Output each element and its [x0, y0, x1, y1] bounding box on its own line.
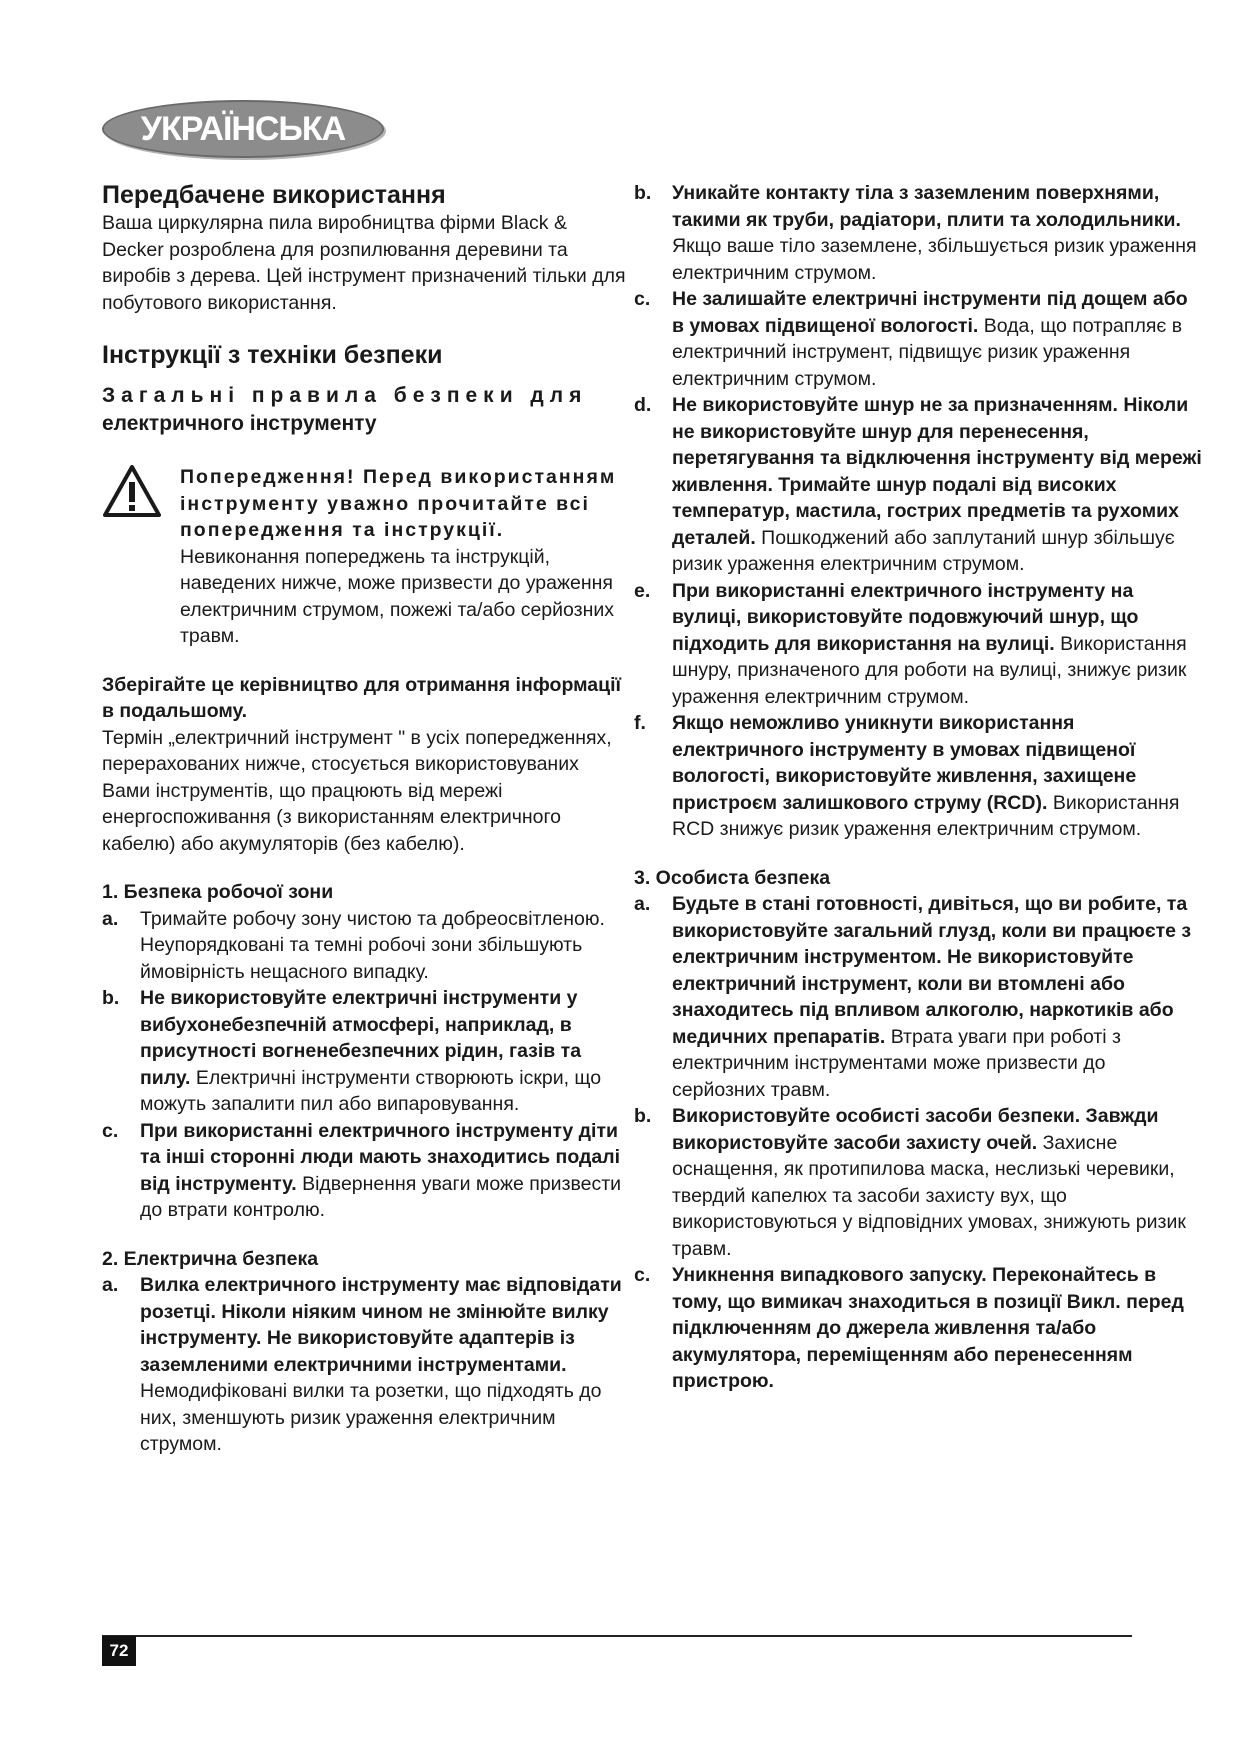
section1-item-b: b. Не використовуйте електричні інструменти у вибухонебезпечній атмосфері, наприклад, в присутності вогненебезпечних рідин, газів та пилу. Електричні інструменти створюють іскри, що можуть запалити пил або випаровування.	[102, 987, 602, 1115]
page-number: 72	[102, 1636, 136, 1666]
language-badge: УКРАЇНСЬКА	[102, 100, 384, 158]
section2-item-f: f. Якщо неможливо уникнути використання електричного інструменту в умовах підвищеної вологості, використовуйте живлення, захищене пристроєм залишкового струму (RCD). Використання RCD знижує ризик ураження електричним струмом.	[634, 712, 1180, 840]
warning-bold: Попередження! Перед використанням інструменту уважно прочитайте всі попередження та інструкції.	[180, 466, 617, 541]
section2-title: 2. Електрична безпека	[102, 1247, 319, 1270]
safety-title: Інструкції з техніки безпеки	[102, 341, 443, 369]
intended-use-text: Ваша циркулярна пила виробництва фірми Black & Decker розроблена для розпилювання деревини та виробів з дерева. Цей інструмент призначений тільки для побутового використання.	[102, 212, 626, 314]
section3-item-b: b. Використовуйте особисті засоби безпеки. Завжди використовуйте засоби захисту очей. Захисне оснащення, як протипилова маска, неслизькі черевики, твердий капелюх та засоби захисту вух, що використовуються у відповідних умовах, знижують ризик травм.	[634, 1105, 1186, 1260]
section2-item-e: e. При використанні електричного інструменту на вулиці, використовуйте подовжуючий шнур, що підходить для використання на вулиці. Використання шнуру, призначеного для роботи на вулиці, знижує ризик ураження електричним струмом.	[634, 579, 1187, 708]
warning-block	[102, 464, 632, 650]
warning-text: Невиконання попереджень та інструкцій, наведених нижче, може призвести до ураження електричним струмом, пожежі та/або серйозних травм.	[180, 545, 615, 647]
keep-manual-bold: Зберігайте це керівництво для отримання інформації в подальшому.	[102, 673, 622, 722]
right-column	[634, 180, 1204, 1395]
safety-subtitle-2: електричного інструменту	[102, 412, 377, 435]
section3-item-c: c. Уникнення випадкового запуску. Переконайтесь в тому, що вимикач знаходиться в позиції Викл. перед підключенням до джерела живлення та/або акумулятора, переміщенням або перенесенням пристрою.	[634, 1264, 1184, 1392]
section1-title: 1. Безпека робочої зони	[102, 881, 334, 903]
left-column	[102, 180, 632, 1458]
section2-item-d: d. Не використовуйте шнур не за призначенням. Ніколи не використовуйте шнур для перенесення, перетягування та відключення інструменту від мережі живлення. Тримайте шнур подалі від високих температур, мастила, гострих предметів та рухомих деталей. Пошкоджений або заплутаний шнур збільшує ризик ураження електричним струмом.	[634, 394, 1202, 575]
section2-item-c: c. Не залишайте електричні інструменти під дощем або в умовах підвищеної вологості. Вода, що потрапляє в електричний інструмент, підвищує ризик ураження електричним струмом.	[634, 288, 1188, 390]
section2-item-a: a. Вилка електричного інструменту має відповідати розетці. Ніколи ніяким чином не змінюйте вилку інструменту. Не використовуйте адаптерів із заземленими електричними інструментами. Немодифіковані вилки та розетки, що підходять до них, зменшують ризик ураження електричним струмом.	[102, 1274, 622, 1455]
section1-item-c: c. При використанні електричного інструменту діти та інші сторонні люди мають знаходитись подалі від інструменту. Відвернення уваги може призвести до втрати контролю.	[102, 1119, 622, 1221]
section1-item-a: a. Тримайте робочу зону чистою та добреосвітленою. Неупорядковані та темні робочі зони збільшують ймовірність нещасного випадку.	[102, 907, 605, 983]
keep-manual-text: Термін „електричний інструмент " в усіх попередженнях, перерахованих нижче, стосується використовуваних Вами інструментів, що працюють від мережі енергоспоживання (з використанням електричного кабелю) або акумуляторів (без кабелю).	[102, 726, 612, 855]
safety-subtitle-1: Загальні правила безпеки для	[102, 384, 588, 407]
warning-triangle-icon	[102, 464, 162, 518]
section2-item-b: b. Уникайте контакту тіла з заземленим поверхнями, такими як труби, радіатори, плити та холодильники. Якщо ваше тіло заземлене, збільшується ризик ураження електричним струмом.	[634, 182, 1197, 284]
intended-use-title: Передбачене використання	[102, 181, 446, 209]
footer-divider	[102, 1635, 1132, 1637]
section3-title: 3. Особиста безпека	[634, 866, 831, 889]
section3-item-a: a. Будьте в стані готовності, дивіться, що ви робите, та використовуйте загальний глузд, коли ви працюєте з електричним інструментом. Не використовуйте електричний інструмент, коли ви втомлені або знаходитесь під впливом алкоголю, наркотиків або медичних препаратів. Втрата уваги при роботі з електричним інструментами може призвести до серйозних травм.	[634, 893, 1192, 1101]
